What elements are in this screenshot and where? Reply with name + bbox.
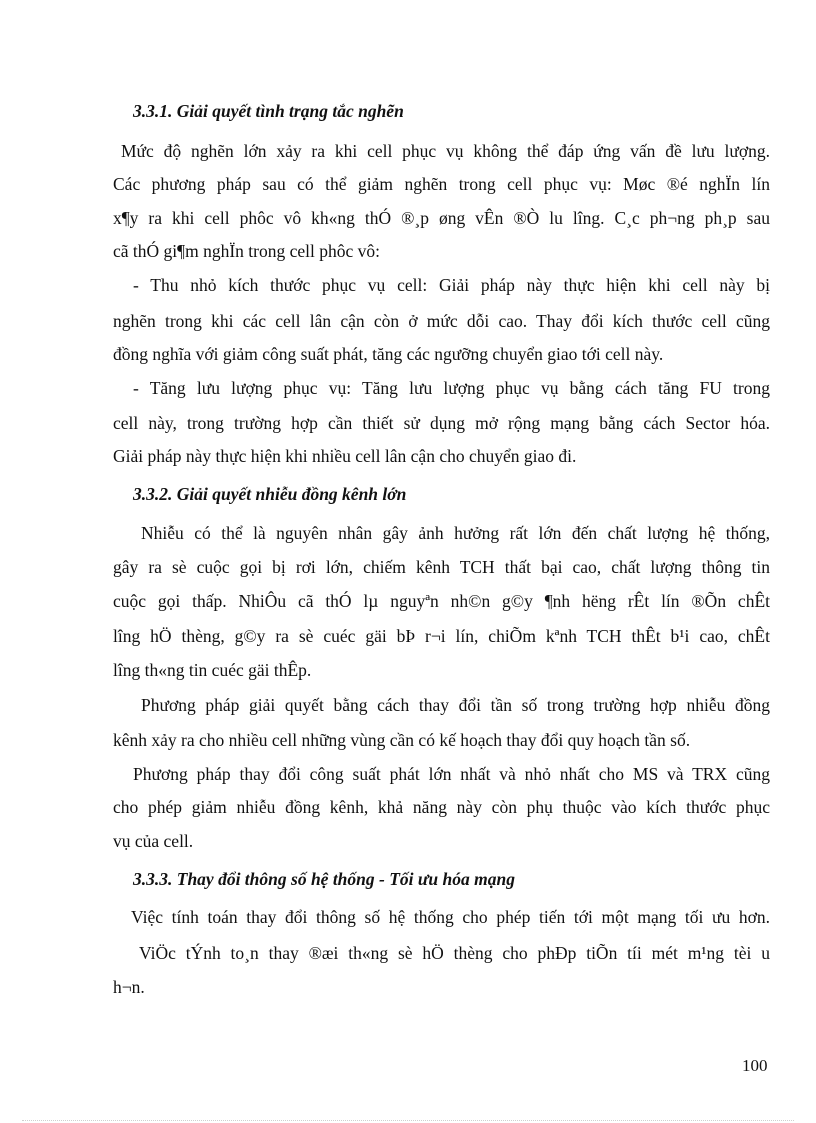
paragraph-line: Mức độ nghẽn lớn xảy ra khi cell phục vụ không thể đáp ứng vấn đề lưu lượng. [121,141,770,161]
page-bottom-divider [22,1120,794,1121]
paragraph-line: lîng hÖ thèng, g©y ra sè cuéc gäi bÞ r¬i lín, chiÕm kªnh TCH thÊt b¹i cao, chÊt [113,626,770,646]
section-heading-3-3-2: 3.3.2. Giải quyết nhiễu đồng kênh lớn [133,484,407,504]
paragraph-line: cuộc gọi thấp. NhiÔu cã thÓ lµ nguyªn nh©n g©y ¶nh hëng rÊt lín ®Õn chÊt [113,591,770,611]
page-number: 100 [742,1056,768,1075]
paragraph-line: - Thu nhỏ kích thước phục vụ cell: Giải pháp này thực hiện khi cell này bị [133,275,770,295]
paragraph-line: lîng th«ng tin cuéc gäi thÊp. [113,660,312,680]
paragraph-line: kênh xảy ra cho nhiều cell những vùng cần có kế hoạch thay đổi quy hoạch tần số. [113,730,691,750]
paragraph-line: đồng nghĩa với giảm công suất phát, tăng các ngưỡng chuyển giao tới cell này. [113,344,664,364]
paragraph-line: cho phép giảm nhiễu đồng kênh, khả năng này còn phụ thuộc vào kích thước phục [113,797,770,817]
paragraph-line: Nhiễu có thể là nguyên nhân gây ảnh hưởng rất lớn đến chất lượng hệ thống, [141,523,770,543]
paragraph-line: vụ của cell. [113,831,194,851]
paragraph-line: - Tăng lưu lượng phục vụ: Tăng lưu lượng phục vụ bằng cách tăng FU trong [133,378,770,398]
paragraph-line: Giải pháp này thực hiện khi nhiều cell lân cận cho chuyển giao đi. [113,446,577,466]
paragraph-line: x¶y ra khi cell phôc vô kh«ng thÓ ®¸p øng vÊn ®Ò lu lîng. C¸c ph¬ng ph¸p sau [113,208,770,228]
paragraph-line: nghẽn trong khi các cell lân cận còn ở mức dỗi cao. Thay đổi kích thước cell cũng [113,311,770,331]
paragraph-line: gây ra sè cuộc gọi bị rơi lớn, chiếm kênh TCH thất bại cao, chất lượng thông tin [113,557,770,577]
paragraph-line: cell này, trong trường hợp cần thiết sử dụng mở rộng mạng bằng cách Sector hóa. [113,413,770,433]
section-heading-3-3-3: 3.3.3. Thay đổi thông số hệ thống - Tối ưu hóa mạng [133,869,515,889]
paragraph-line: Việc tính toán thay đổi thông số hệ thống cho phép tiến tới một mạng tối ưu hơn. [131,907,770,927]
paragraph-line: Phương pháp giải quyết bằng cách thay đổi tần số trong trường hợp nhiễu đồng [141,695,770,715]
paragraph-line: ViÖc tÝnh to¸n thay ®æi th«ng sè hÖ thèng cho phÐp tiÕn tíi mét m¹ng tèi u [139,943,770,963]
paragraph-line: Phương pháp thay đổi công suất phát lớn nhất và nhỏ nhất cho MS và TRX cũng [133,764,770,784]
paragraph-line: Các phương pháp sau có thể giảm nghẽn trong cell phục vụ: Møc ®é nghÏn lín [113,174,770,194]
paragraph-line: cã thÓ gi¶m nghÏn trong cell phôc vô: [113,241,380,261]
section-heading-3-3-1: 3.3.1. Giải quyết tình trạng tắc nghẽn [133,101,404,121]
paragraph-line: h¬n. [113,977,145,997]
